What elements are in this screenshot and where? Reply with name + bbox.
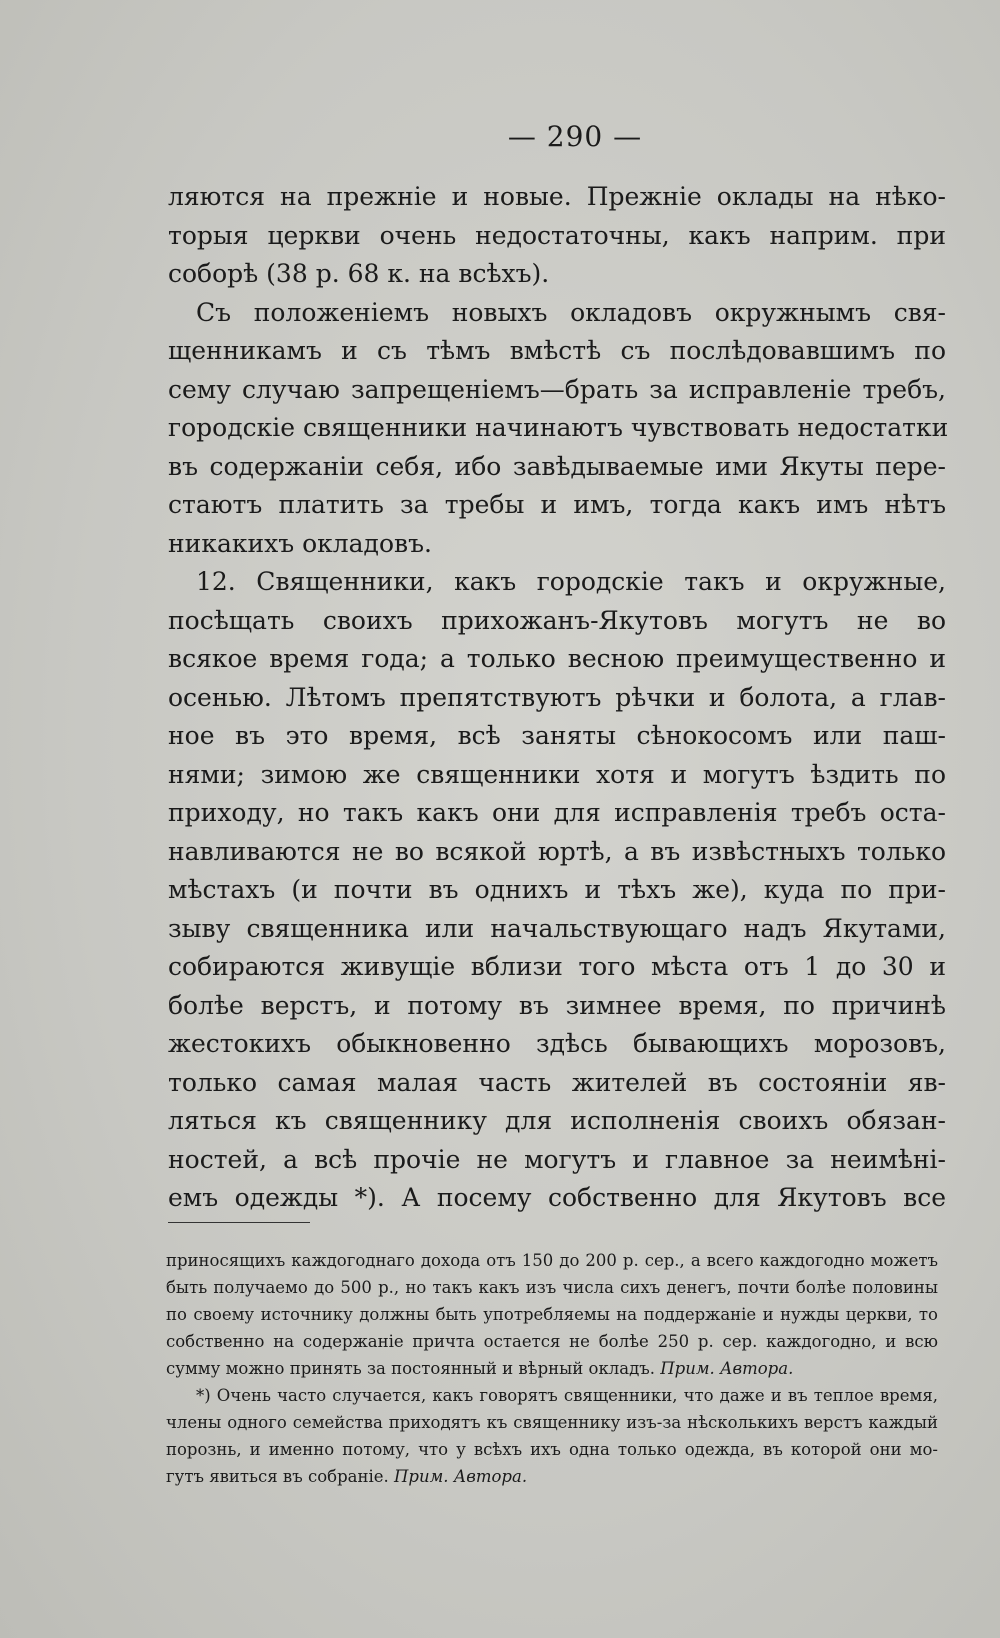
text-line: болѣе верстъ, и потому въ зимнее время, по причинѣ xyxy=(168,990,946,1020)
text-line: посѣщать своихъ прихожанъ-Якутовъ могутъ не во xyxy=(168,605,946,635)
footnote-line: быть получаемо до 500 р., но такъ какъ изъ числа сихъ денегъ, почти болѣе половины xyxy=(166,1278,938,1297)
footnote-attribution: Прим. Автора. xyxy=(660,1359,794,1378)
footnote-line xyxy=(166,1463,938,1490)
text-line: торыя церкви очень недостаточны, какъ наприм. при xyxy=(168,220,946,250)
footnote-attribution: Прим. Автора. xyxy=(394,1467,528,1486)
text-line: только самая малая часть жителей въ состояніи яв- xyxy=(168,1067,946,1097)
paragraph-start-line: 12. Священники, какъ городскіе такъ и окружные, xyxy=(196,567,946,596)
footnote-line: собственно на содержаніе причта остается не болѣе 250 р. сер. каждогодно, и всю xyxy=(166,1332,938,1351)
text-line: емъ одежды *). А посему собственно для Якутовъ все xyxy=(168,1183,946,1212)
text-line: ляться къ священнику для исполненія своихъ обязан- xyxy=(168,1106,946,1135)
text-line: ляются на прежніе и новые. Прежніе оклады на нѣко- xyxy=(168,182,946,211)
footnote-line xyxy=(166,1355,938,1382)
text-line: зыву священника или начальствующаго надъ Якутами, xyxy=(168,913,946,943)
text-line: собираются живущіе вблизи того мѣста отъ 1 до 30 и xyxy=(168,952,946,981)
footnotes xyxy=(166,1247,938,1490)
text-line: всякое время года; а только весною преимущественно и xyxy=(168,644,946,673)
text-line: никакихъ окладовъ. xyxy=(168,528,432,558)
paragraph-start-line: Съ положеніемъ новыхъ окладовъ окружнымъ свя- xyxy=(196,297,946,327)
text-line: навливаются не во всякой юртѣ, а въ извѣстныхъ только xyxy=(168,836,946,866)
text-line: приходу, но такъ какъ они для исправленія требъ оста- xyxy=(168,798,946,827)
text-line: городскіе священники начинаютъ чувствовать недостатки xyxy=(168,413,949,442)
text-line: нями; зимою же священники хотя и могутъ ѣздить по xyxy=(168,759,946,789)
footnote-line: по своему источнику должны быть употребляемы на поддержаніе и нужды церкви, то xyxy=(166,1305,938,1324)
footnote-line: приносящихъ каждогоднаго дохода отъ 150 до 200 р. сер., а всего каждогодно можетъ xyxy=(166,1251,938,1270)
footnote-text: сумму можно принять за постоянный и вѣрный окладъ. xyxy=(166,1359,655,1378)
page-number: — 290 — xyxy=(507,120,643,153)
footnote-separator xyxy=(168,1222,310,1223)
text-line: въ содержаніи себя, ибо завѣдываемые ими Якуты пере- xyxy=(168,451,946,481)
main-text xyxy=(168,178,949,1218)
text-line: сему случаю запрещеніемъ—брать за исправленіе требъ, xyxy=(168,374,946,404)
footnote-line: члены одного семейства приходятъ къ священнику изъ-за нѣсколькихъ верстъ каждый xyxy=(166,1413,938,1432)
footnote-text: гутъ явиться въ собраніе. xyxy=(166,1467,389,1486)
text-line: ное въ это время, всѣ заняты сѣнокосомъ или паш- xyxy=(168,721,946,750)
text-line: жестокихъ обыкновенно здѣсь бывающихъ морозовъ, xyxy=(168,1029,946,1058)
footnote-start-line: *) Очень часто случается, какъ говорятъ священники, что даже и въ теплое время, xyxy=(196,1386,938,1405)
text-line: мѣстахъ (и почти въ однихъ и тѣхъ же), куда по при- xyxy=(168,875,946,904)
text-line: щенникамъ и съ тѣмъ вмѣстѣ съ послѣдовавшимъ по xyxy=(168,336,946,365)
footnote-line: порознь, и именно потому, что у всѣхъ ихъ одна только одежда, въ которой они мо- xyxy=(166,1440,938,1459)
text-line: ностей, а всѣ прочіе не могутъ и главное за неимѣні- xyxy=(168,1144,946,1174)
text-line: соборѣ (38 р. 68 к. на всѣхъ). xyxy=(168,259,550,288)
text-line: стаютъ платить за требы и имъ, тогда какъ имъ нѣтъ xyxy=(168,490,946,519)
text-line: осенью. Лѣтомъ препятствуютъ рѣчки и болота, а глав- xyxy=(168,682,946,712)
